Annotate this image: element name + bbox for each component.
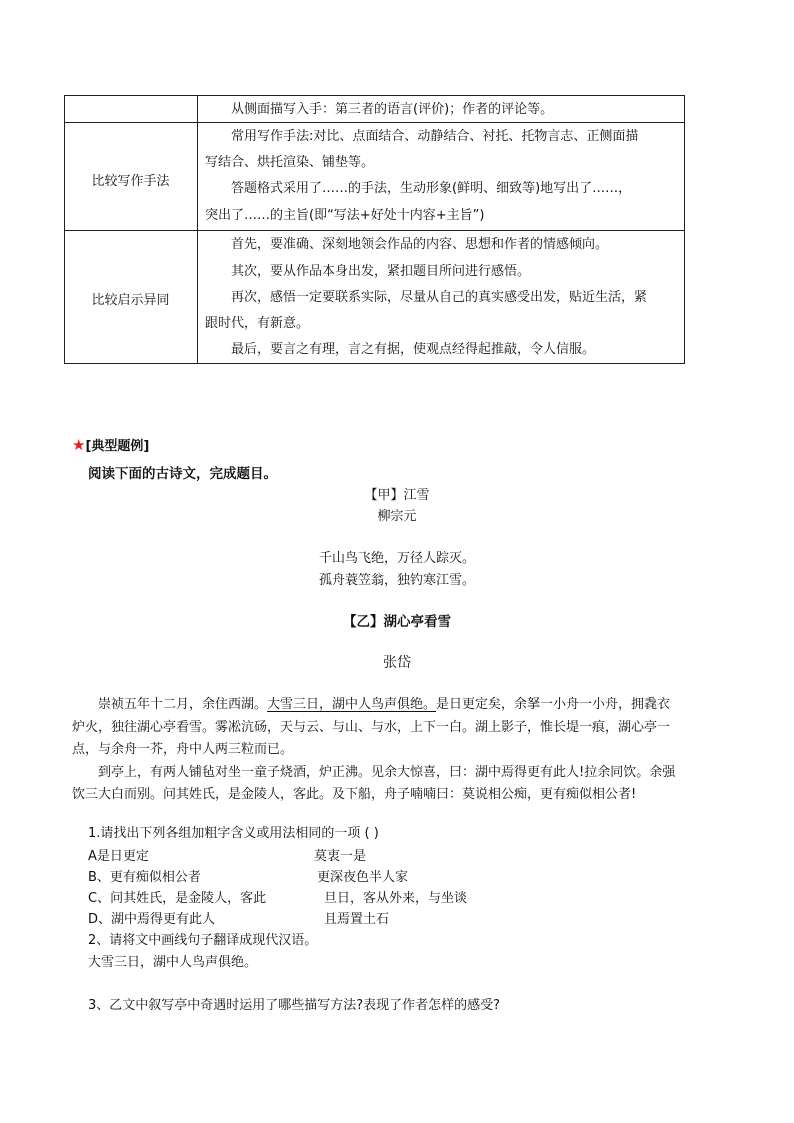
table-divider bbox=[64, 122, 685, 123]
table-cell-text: 突出了……的主旨(即“写法+好处十内容+主旨”) bbox=[205, 208, 485, 223]
table-cell-text: 从侧面描写入手：第三者的语言(评价)；作者的评论等。 bbox=[231, 102, 554, 117]
table-cell-text: 写结合、烘托渲染、铺垫等。 bbox=[205, 155, 375, 170]
underlined-sentence: 大雪三日，湖中人鸟声俱绝。 bbox=[267, 697, 437, 712]
table-cell-text: 最后，要言之有理，言之有据，使观点经得起推敲，令人信服。 bbox=[231, 342, 596, 357]
table-border-left bbox=[64, 95, 65, 364]
row-label-writing-methods: 比较写作手法 bbox=[91, 174, 170, 189]
table-border-bottom bbox=[64, 363, 685, 364]
table-cell-text: 跟时代，有新意。 bbox=[205, 316, 310, 331]
row-label-insights: 比较启示异同 bbox=[91, 293, 170, 308]
prose-text: 崇祯五年十二月，余住西湖。 bbox=[98, 697, 268, 712]
star-icon: ★ bbox=[72, 436, 86, 454]
option-a-left: A是日更定 bbox=[88, 849, 149, 864]
table-cell-text: 答题格式采用了……的手法，生动形象(鲜明、细致等)地写出了……， bbox=[231, 181, 632, 196]
table-column-divider bbox=[197, 95, 198, 364]
option-b-right: 更深夜色半人家 bbox=[317, 870, 409, 885]
option-d-right: 且焉置土石 bbox=[324, 912, 390, 927]
table-cell-text: 首先，要准确、深刻地领会作品的内容、思想和作者的情感倾向。 bbox=[231, 237, 609, 252]
section-heading bbox=[72, 435, 149, 454]
option-c-right: 旦日，客从外来，与坐谈 bbox=[324, 891, 468, 906]
prose-author: 张岱 bbox=[383, 655, 411, 671]
poem-line-1: 千山鸟飞绝，万径人踪灭。 bbox=[318, 551, 475, 566]
table-border-top bbox=[64, 95, 685, 96]
poem-title: 【甲】江雪 bbox=[364, 488, 430, 503]
option-c-left: C、问其姓氏，是金陵人，客此 bbox=[88, 891, 267, 906]
prose-paragraph-1-line-1 bbox=[98, 693, 670, 712]
table-cell-text: 其次，要从作品本身出发，紧扣题目所问进行感悟。 bbox=[231, 264, 531, 279]
poem-line-2: 孤舟蓑笠翁，独钓寒江雪。 bbox=[318, 573, 475, 588]
question-2: 2、请将文中画线句子翻译成现代汉语。 bbox=[88, 933, 318, 948]
option-d-left: D、湖中焉得更有此人 bbox=[88, 912, 216, 927]
instruction: 阅读下面的古诗文，完成题目。 bbox=[88, 466, 277, 482]
option-b-left: B、更有痴似相公者 bbox=[88, 870, 201, 885]
table-cell-text: 常用写作手法:对比、点面结合、动静结合、衬托、托物言志、正侧面描 bbox=[231, 129, 639, 144]
table-cell-text: 再次，感悟一定要联系实际，尽量从自己的真实感受出发，贴近生活，紧 bbox=[231, 290, 648, 305]
prose-paragraph-2-line-1: 到亭上，有两人铺毡对坐一童子烧酒，炉正沸。见余大惊喜，曰：湖中焉得更有此人!拉余同饮。余强 bbox=[98, 765, 676, 780]
comparison-table bbox=[64, 95, 685, 364]
prose-text: 是日更定矣，余拏一小舟一小舟，拥毳衣 bbox=[436, 697, 671, 712]
question-2-sentence: 大雪三日，湖中人鸟声俱绝。 bbox=[88, 955, 258, 970]
prose-paragraph-1-line-3: 点，与余舟一芥，舟中人两三粒而已。 bbox=[72, 742, 294, 757]
question-1: 1.请找出下列各组加粗字含义或用法相同的一项 ( ) bbox=[88, 826, 379, 841]
table-border-right bbox=[684, 95, 685, 364]
prose-title: 【乙】湖心亭看雪 bbox=[343, 614, 451, 630]
table-divider bbox=[64, 230, 685, 231]
poem-author: 柳宗元 bbox=[377, 509, 417, 524]
section-title: [典型题例] bbox=[85, 439, 150, 454]
option-a-right: 莫衷一是 bbox=[314, 849, 367, 864]
prose-paragraph-1-line-2: 炉火，独往湖心亭看雪。雾凇沆砀，天与云、与山、与水，上下一白。湖上影子，惟长堤一痕，湖心亭一 bbox=[72, 720, 671, 735]
prose-paragraph-2-line-2: 饮三大白而别。问其姓氏，是金陵人，客此。及下船，舟子喃喃曰：莫说相公痴，更有痴似相公者! bbox=[72, 787, 637, 802]
question-3: 3、乙文中叙写亭中奇遇时运用了哪些描写方法?表现了作者怎样的感受? bbox=[88, 998, 501, 1013]
